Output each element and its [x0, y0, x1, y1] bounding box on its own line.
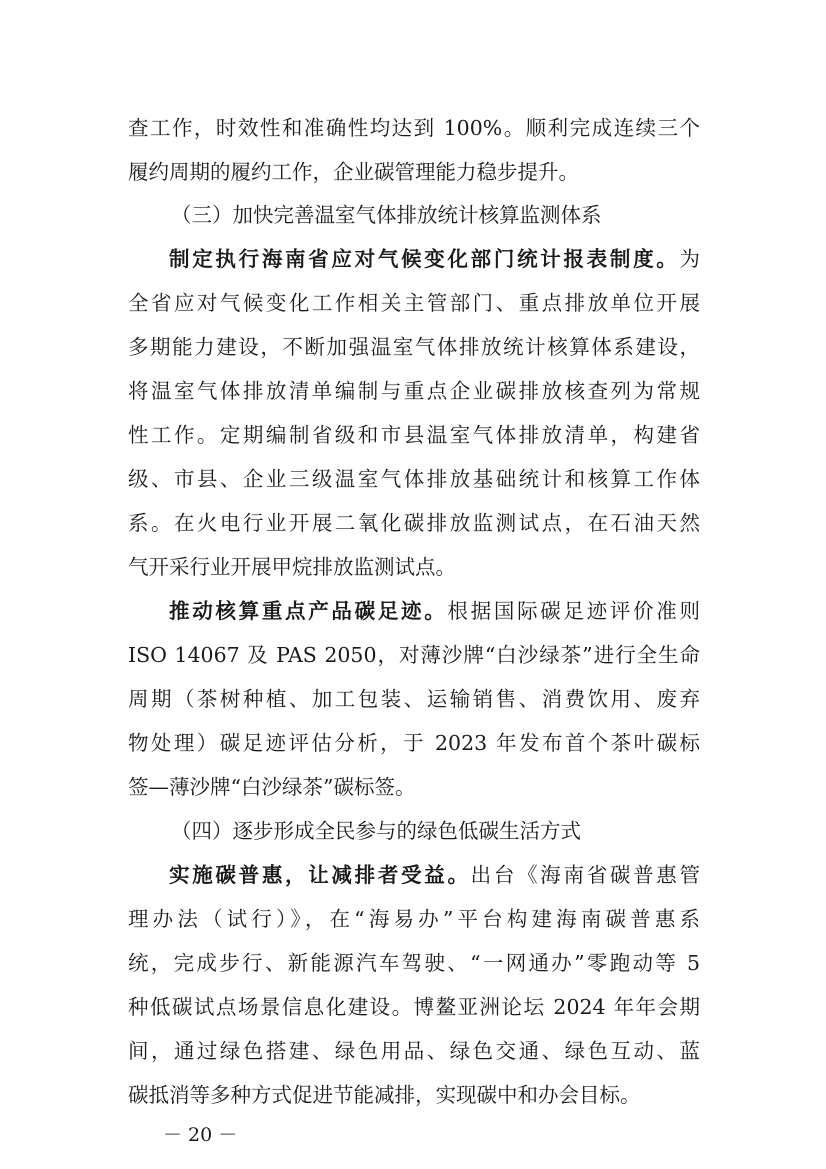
- paragraph-first-line: [128, 861, 700, 889]
- paragraph-line: 多期能力建设，不断加强温室气体排放统计核算体系建设，: [128, 335, 700, 359]
- paragraph-text: 为: [679, 247, 700, 271]
- paragraph-first-line: [128, 597, 700, 625]
- paragraph-line: 签—薄沙牌“白沙绿茶”碳标签。: [128, 775, 416, 799]
- paragraph-line: 履约周期的履约工作，企业碳管理能力稳步提升。: [128, 160, 579, 184]
- paragraph-line: 气开采行业开展甲烷排放监测试点。: [128, 555, 456, 579]
- paragraph-line: 系。在火电行业开展二氧化碳排放监测试点，在石油天然: [128, 511, 700, 535]
- paragraph-line: 周期（茶树种植、加工包装、运输销售、消费饮用、废弃: [128, 687, 700, 711]
- paragraph-line: 物处理）碳足迹评估分析，于 2023 年发布首个茶叶碳标: [128, 731, 700, 755]
- paragraph-line: 碳抵消等多种方式促进节能减排，实现碳中和办会目标。: [128, 1083, 641, 1107]
- paragraph-line: 性工作。定期编制省级和市县温室气体排放清单，构建省: [128, 423, 700, 447]
- paragraph-text: 根据国际碳足迹评价准则: [447, 599, 701, 623]
- section-heading: （四）逐步形成全民参与的绿色低碳生活方式: [171, 819, 581, 843]
- bold-lead: 制定执行海南省应对气候变化部门统计报表制度。: [169, 247, 680, 271]
- bold-lead: 实施碳普惠，让减排者受益。: [169, 863, 471, 887]
- paragraph-line: 查工作，时效性和准确性均达到 100%。顺利完成连续三个: [128, 116, 700, 140]
- paragraph-line: 级、市县、企业三级温室气体排放基础统计和核算工作体: [128, 467, 700, 491]
- paragraph-line: 全省应对气候变化工作相关主管部门、重点排放单位开展: [128, 291, 700, 315]
- paragraph-line: 间，通过绿色搭建、绿色用品、绿色交通、绿色互动、蓝: [128, 1039, 700, 1063]
- paragraph-line: 将温室气体排放清单编制与重点企业碳排放核查列为常规: [128, 379, 700, 403]
- paragraph-line: 统，完成步行、新能源汽车驾驶、“一网通办”零跑动等 5: [128, 951, 700, 975]
- paragraph-line: ISO 14067 及 PAS 2050，对薄沙牌“白沙绿茶”进行全生命: [128, 643, 700, 667]
- paragraph-line: 种低碳试点场景信息化建设。博鳌亚洲论坛 2024 年年会期: [128, 995, 700, 1019]
- bold-lead: 推动核算重点产品碳足迹。: [169, 599, 448, 623]
- paragraph-line: 理办法（试行）》，在“海易办”平台构建海南碳普惠系: [128, 907, 700, 931]
- section-heading: （三）加快完善温室气体排放统计核算监测体系: [171, 203, 602, 227]
- paragraph-first-line: [128, 245, 700, 273]
- paragraph-text: 出台《海南省碳普惠管: [470, 863, 701, 887]
- page-number: － 20 －: [163, 1124, 238, 1146]
